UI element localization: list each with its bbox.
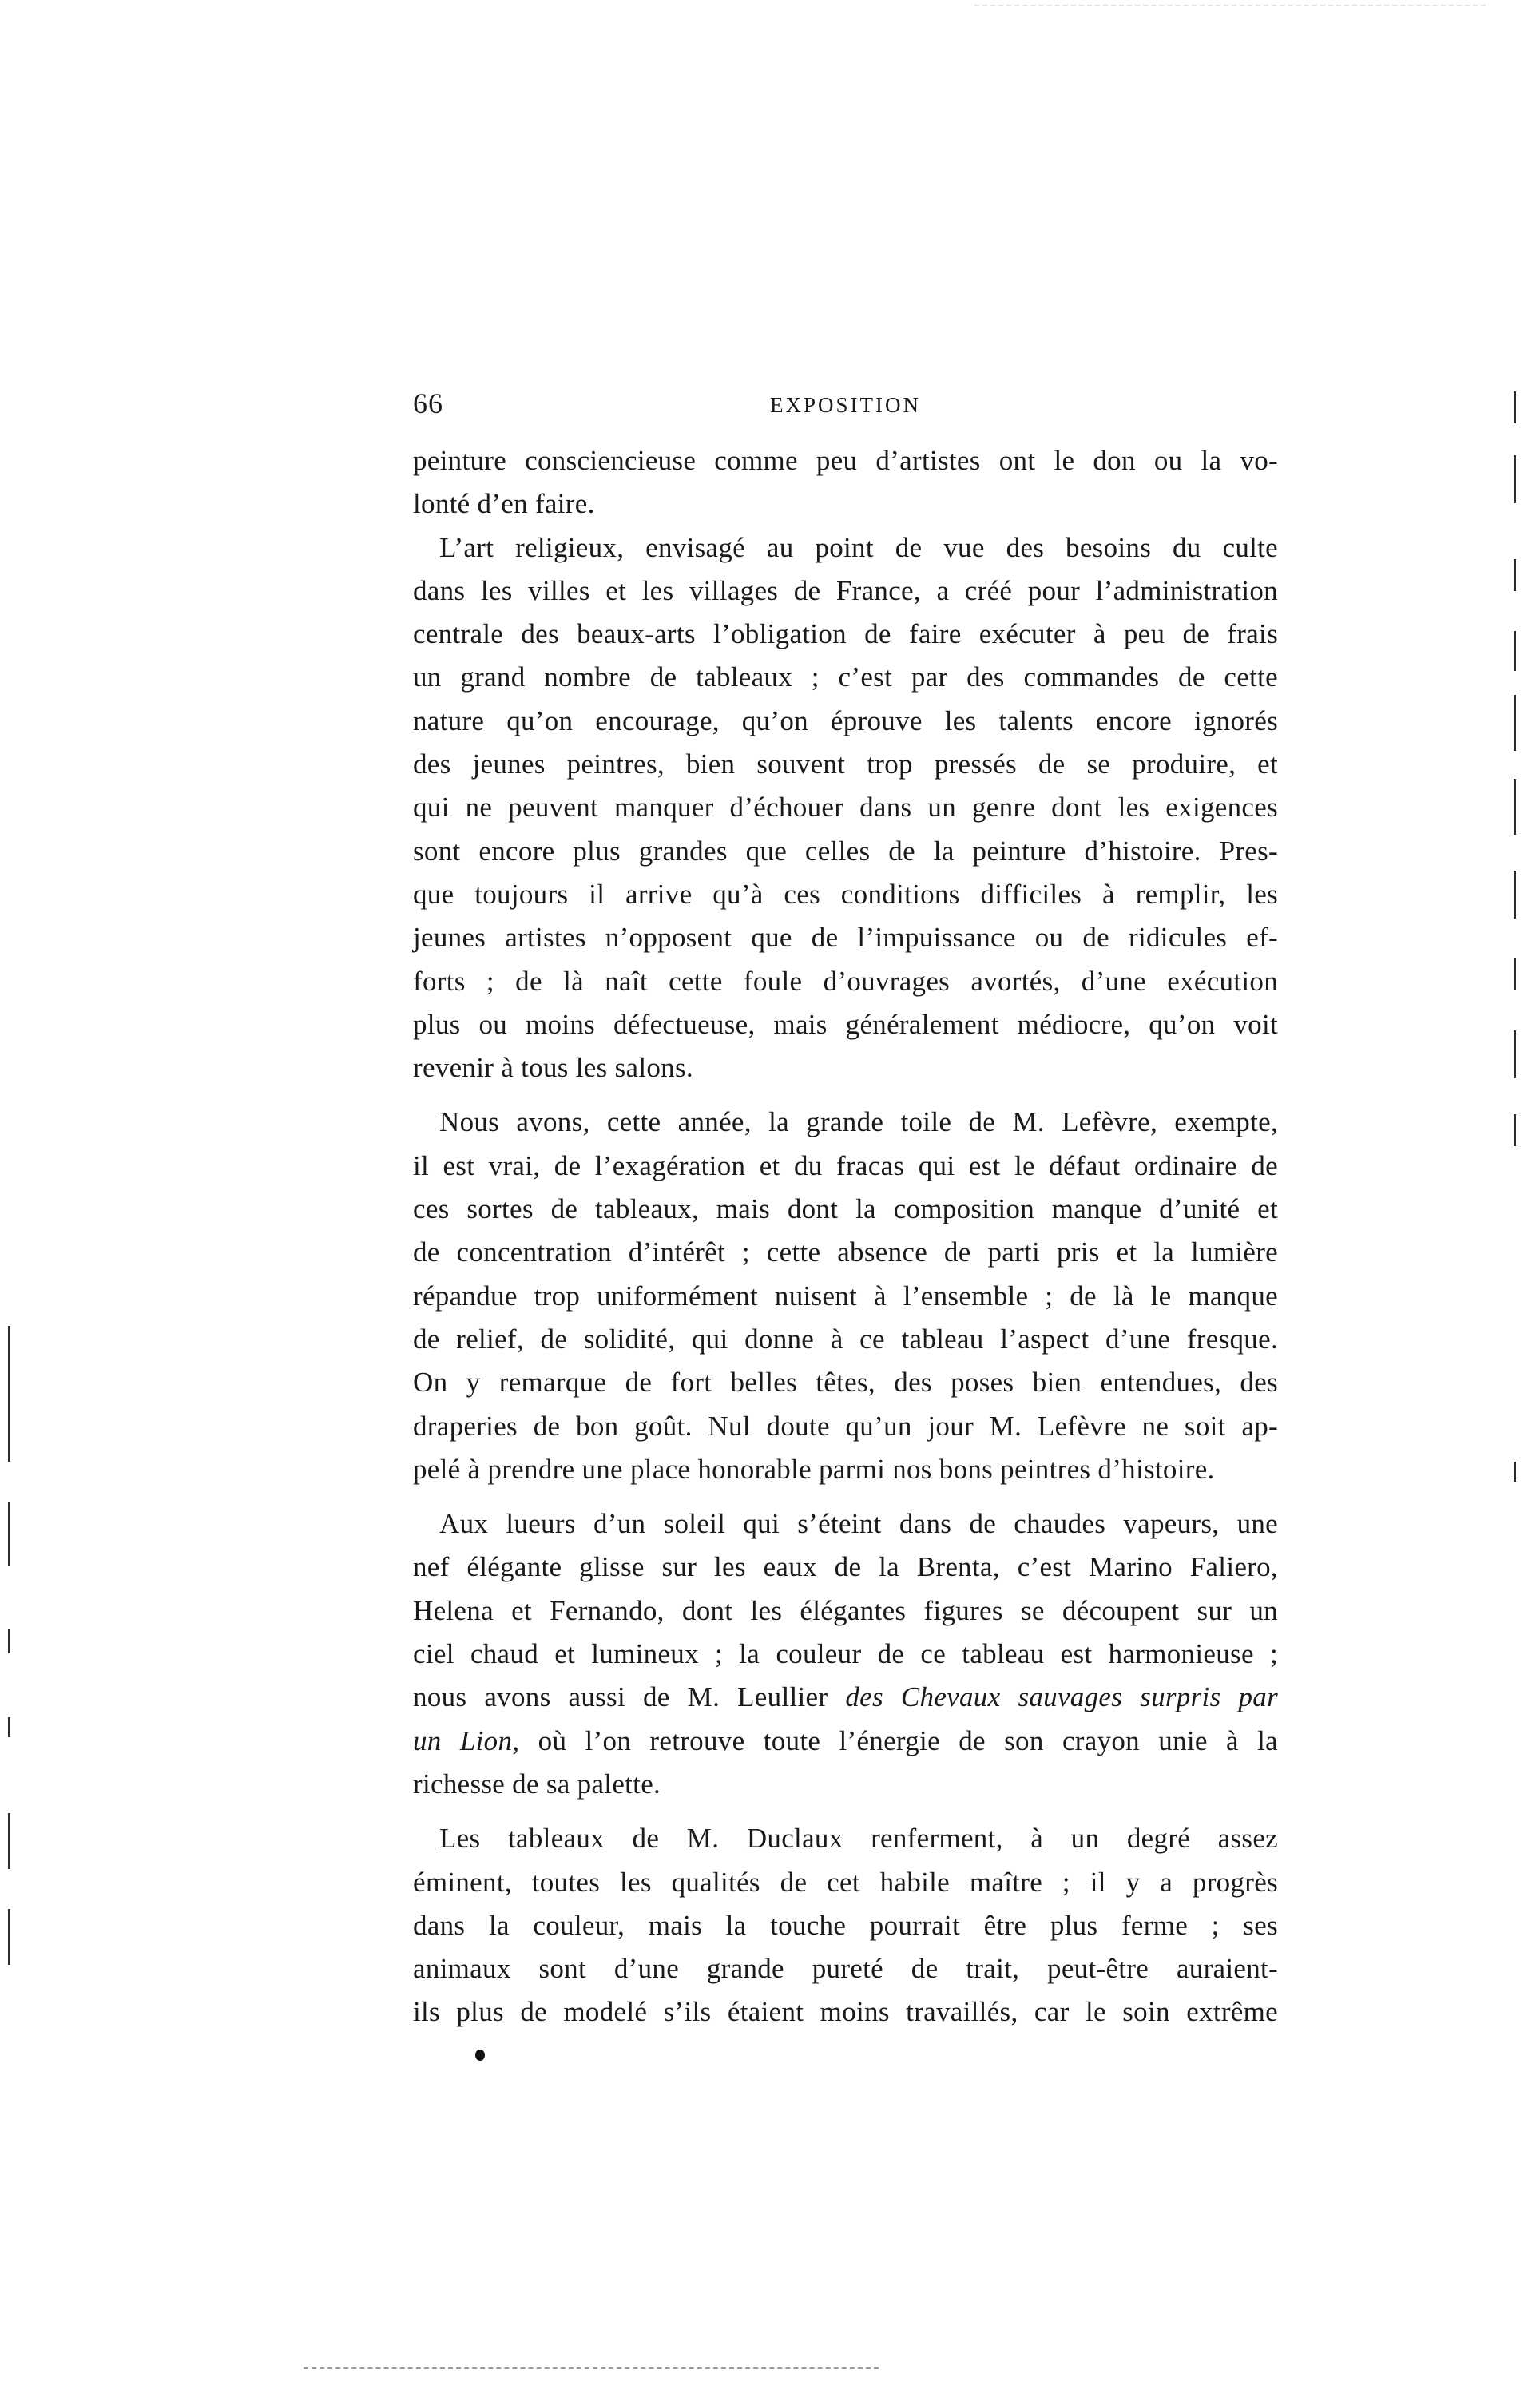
text-line: lonté d’en faire.: [413, 488, 595, 520]
text-line: nature qu’on encourage, qu’on éprouve les talents encore ignorés: [413, 704, 1278, 736]
body-text: [413, 439, 1278, 2034]
scan-mark-right: [1514, 958, 1516, 990]
text-line: de relief, de solidité, qui donne à ce tableau l’aspect d’une fresque.: [413, 1323, 1278, 1355]
text-line: [413, 1676, 1278, 1719]
text-line: pelé à prendre une place honorable parmi nos bons peintres d’histoire.: [413, 1453, 1215, 1485]
scan-mark-right: [1514, 1114, 1516, 1146]
text-line: centrale des beaux-arts l’obligation de faire exécuter à peu de frais: [413, 618, 1278, 650]
scan-mark-left: [8, 1813, 10, 1869]
scan-edge-bottom: [304, 2367, 879, 2369]
scan-mark-left: [8, 1326, 10, 1462]
text-line: Nous avons, cette année, la grande toile de M. Lefèvre, exempte,: [439, 1106, 1278, 1138]
text-line: Les tableaux de M. Duclaux renferment, à un degré assez: [439, 1823, 1278, 1855]
text-line: jeunes artistes n’opposent que de l’impuissance ou de ridicules ef-: [413, 922, 1278, 954]
text-line: ciel chaud et lumineux ; la couleur de ce tableau est harmonieuse ;: [413, 1638, 1278, 1670]
scan-mark-right: [1514, 1462, 1516, 1482]
text-line: de concentration d’intérêt ; cette absence de parti pris et la lumière: [413, 1236, 1278, 1268]
running-title: EXPOSITION: [770, 393, 921, 417]
scan-mark-right: [1514, 631, 1516, 671]
text-line: éminent, toutes les qualités de cet habile maître ; il y a progrès: [413, 1866, 1278, 1898]
ink-spot: [475, 2050, 485, 2061]
text-line: il est vrai, de l’exagération et du fracas qui est le défaut ordinaire de: [413, 1149, 1278, 1181]
text-line: ils plus de modelé s’ils étaient moins travaillés, car le soin extrême: [413, 1996, 1278, 2028]
scan-edge-top: [974, 5, 1486, 6]
text-line: forts ; de là naît cette foule d’ouvrages avortés, d’une exécution: [413, 965, 1278, 997]
text-line: plus ou moins défectueuse, mais généralement médiocre, qu’on voit: [413, 1008, 1278, 1040]
text-line: [413, 1720, 1278, 1763]
scan-mark-right: [1514, 559, 1516, 591]
text-line: que toujours il arrive qu’à ces conditions difficiles à remplir, les: [413, 878, 1278, 910]
scan-mark-left: [8, 1909, 10, 1965]
text-line: qui ne peuvent manquer d’échouer dans un genre dont les exigences: [413, 792, 1278, 823]
text-line: nef élégante glisse sur les eaux de la Brenta, c’est Marino Faliero,: [413, 1551, 1278, 1583]
text-line: des jeunes peintres, bien souvent trop pressés de se produire, et: [413, 748, 1278, 780]
text-line: dans les villes et les villages de France, a créé pour l’administration: [413, 574, 1278, 606]
text-line: On y remarque de fort belles têtes, des poses bien entendues, des: [413, 1367, 1278, 1399]
text-line: ces sortes de tableaux, mais dont la composition manque d’unité et: [413, 1193, 1278, 1225]
text-line: richesse de sa palette.: [413, 1768, 661, 1800]
scan-mark-right: [1514, 455, 1516, 503]
scan-mark-right: [1514, 391, 1516, 423]
page-header: [413, 383, 1278, 431]
text-run: nous avons aussi de M. Leullier: [413, 1681, 846, 1713]
text-line: Helena et Fernando, dont les élégantes figures se découpent sur un: [413, 1594, 1278, 1626]
text-line: dans la couleur, mais la touche pourrait être plus ferme ; ses: [413, 1909, 1278, 1941]
text-line: un grand nombre de tableaux ; c’est par des commandes de cette: [413, 661, 1278, 693]
text-line: animaux sont d’une grande pureté de trait, peut-être auraient-: [413, 1953, 1278, 1985]
page-number: 66: [413, 387, 443, 419]
scan-mark-right: [1514, 871, 1516, 919]
scan-mark-right: [1514, 1030, 1516, 1078]
text-line: sont encore plus grandes que celles de la peinture d’histoire. Pres-: [413, 835, 1278, 867]
text-line: Aux lueurs d’un soleil qui s’éteint dans de chaudes vapeurs, une: [439, 1508, 1278, 1540]
artwork-title: un Lion: [413, 1724, 513, 1756]
scan-mark-left: [8, 1629, 10, 1653]
artwork-title: des Chevaux sauvages surpris par: [845, 1681, 1279, 1713]
text-line: répandue trop uniformément nuisent à l’ensemble ; de là le manque: [413, 1280, 1278, 1312]
text-run: , où l’on retrouve toute l’énergie de son crayon unie à la: [512, 1724, 1279, 1756]
scan-mark-right: [1514, 695, 1516, 751]
text-line: revenir à tous les salons.: [413, 1052, 693, 1084]
scan-mark-left: [8, 1717, 10, 1737]
text-line: L’art religieux, envisagé au point de vue des besoins du culte: [439, 531, 1278, 563]
scan-mark-right: [1514, 779, 1516, 835]
text-line: draperies de bon goût. Nul doute qu’un jour M. Lefèvre ne soit ap-: [413, 1410, 1278, 1442]
scan-mark-left: [8, 1502, 10, 1566]
text-line: peinture consciencieuse comme peu d’artistes ont le don ou la vo-: [413, 445, 1278, 476]
